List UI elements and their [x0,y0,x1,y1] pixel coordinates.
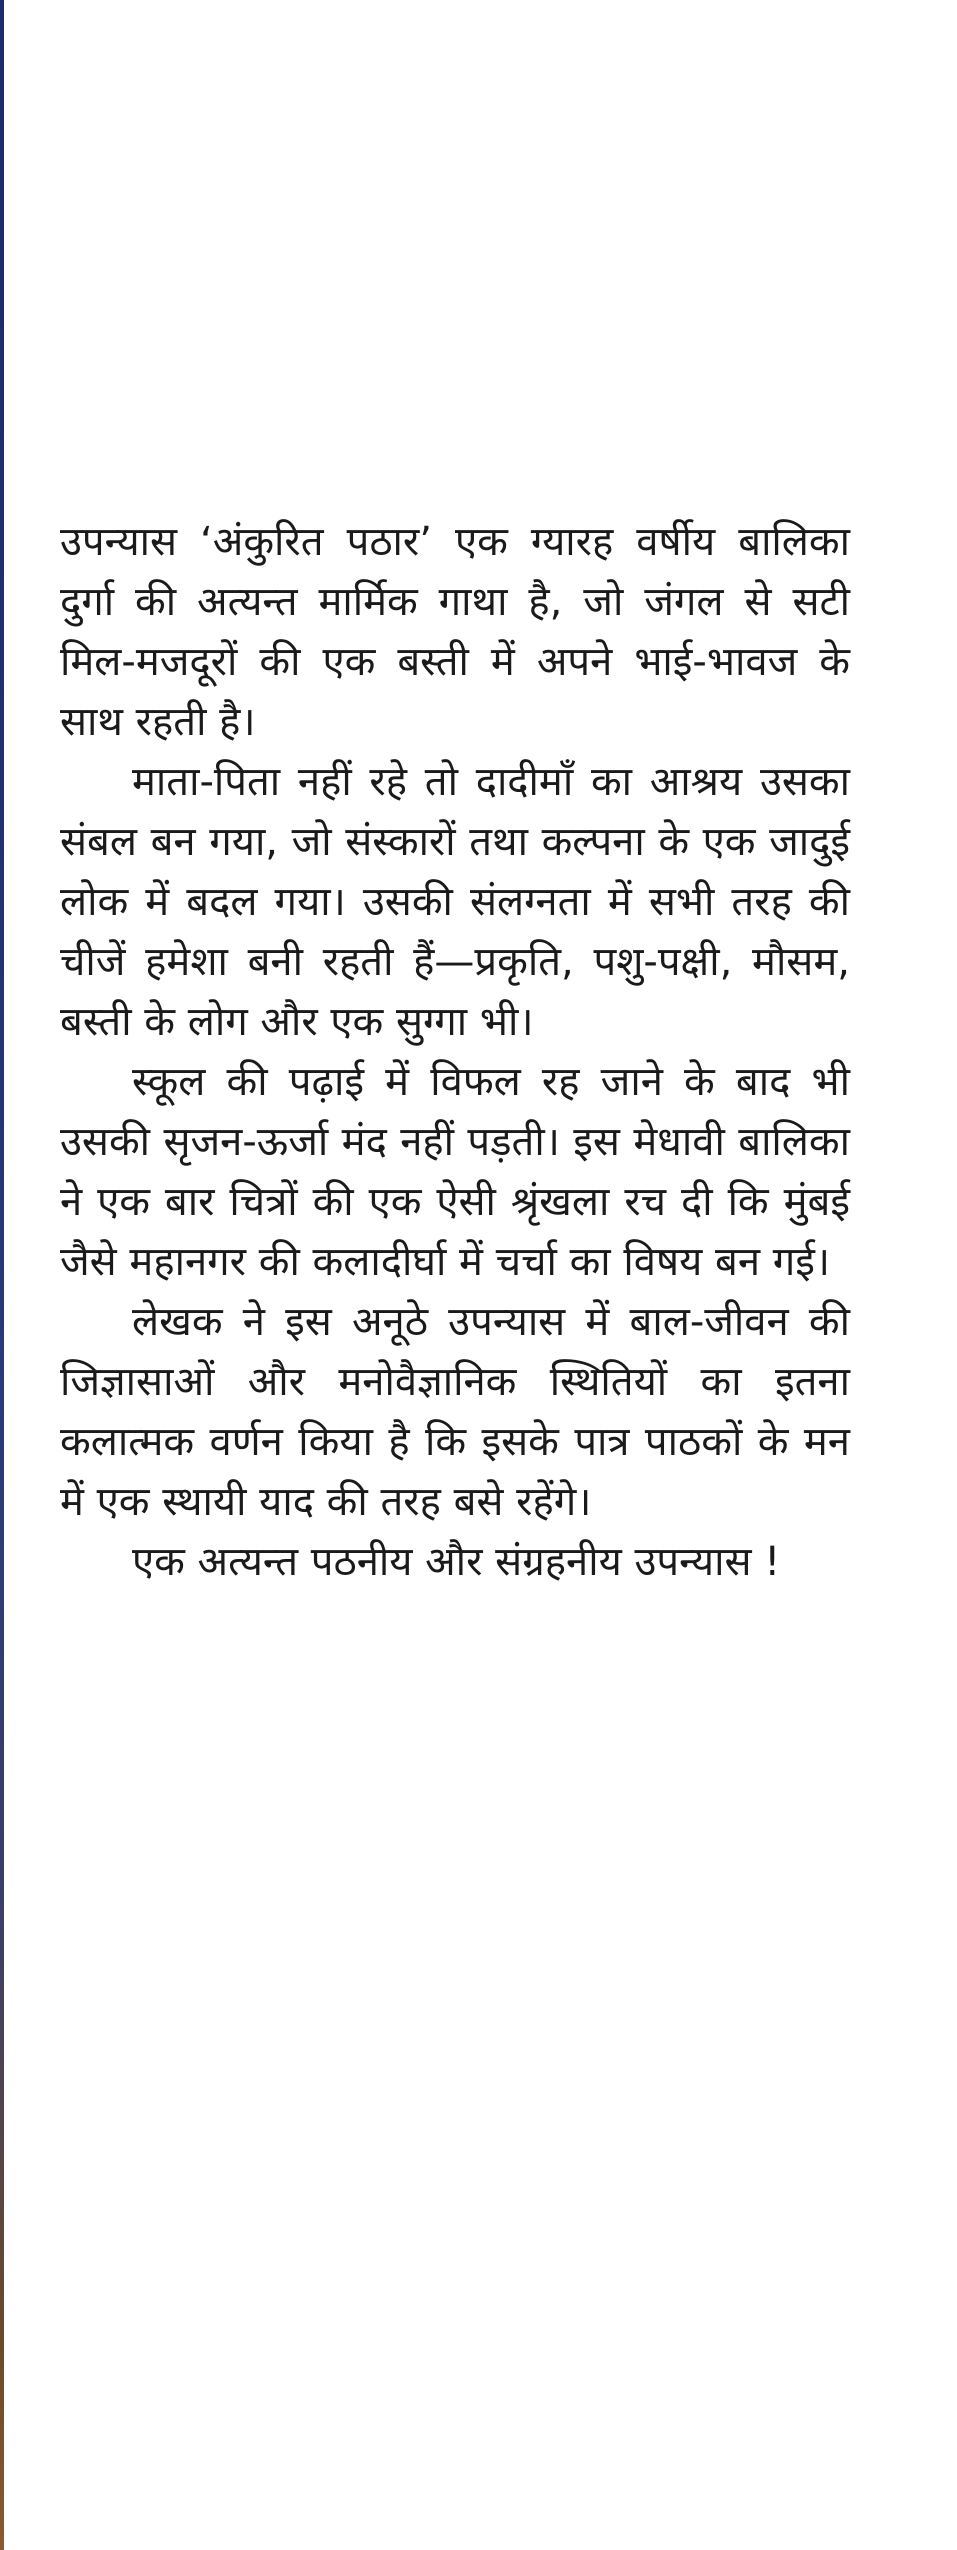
blurb-text-block [60,512,850,1592]
paragraph-intro: उपन्यास ‘अंकुरित पठार’ एक ग्यारह वर्षीय बालिका दुर्गा की अत्यन्त मार्मिक गाथा है, जो जंगल से सटी मिल-मजदूरों की एक बस्ती में अपने भाई-भावज के साथ रहती है। [60,519,850,745]
paragraph-grandmother: माता-पिता नहीं रहे तो दादीमाँ का आश्रय उसका संबल बन गया, जो संस्कारों तथा कल्पना के एक जादुई लोक में बदल गया। उसकी संलग्नता में सभी तरह की चीजें हमेशा बनी रहती हैं—प्रकृति, पशु-पक्षी, मौसम, बस्ती के लोग और एक सुग्गा भी। [60,759,850,1045]
paragraph-school: स्कूल की पढ़ाई में विफल रह जाने के बाद भी उसकी सृजन-ऊर्जा मंद नहीं पड़ती। इस मेधावी बालिका ने एक बार चित्रों की एक ऐसी श्रृंखला रच दी कि मुंबई जैसे महानगर की कलादीर्घा में चर्चा का विषय बन गई। [60,1059,850,1285]
cover-edge-strip [0,0,4,2550]
paragraph-closing: एक अत्यन्त पठनीय और संग्रहनीय उपन्यास ! [132,1539,781,1585]
paragraph-author: लेखक ने इस अनूठे उपन्यास में बाल-जीवन की जिज्ञासाओं और मनोवैज्ञानिक स्थितियों का इतना कलात्मक वर्णन किया है कि इसके पात्र पाठकों के मन में एक स्थायी याद की तरह बसे रहेंगे। [60,1299,850,1525]
